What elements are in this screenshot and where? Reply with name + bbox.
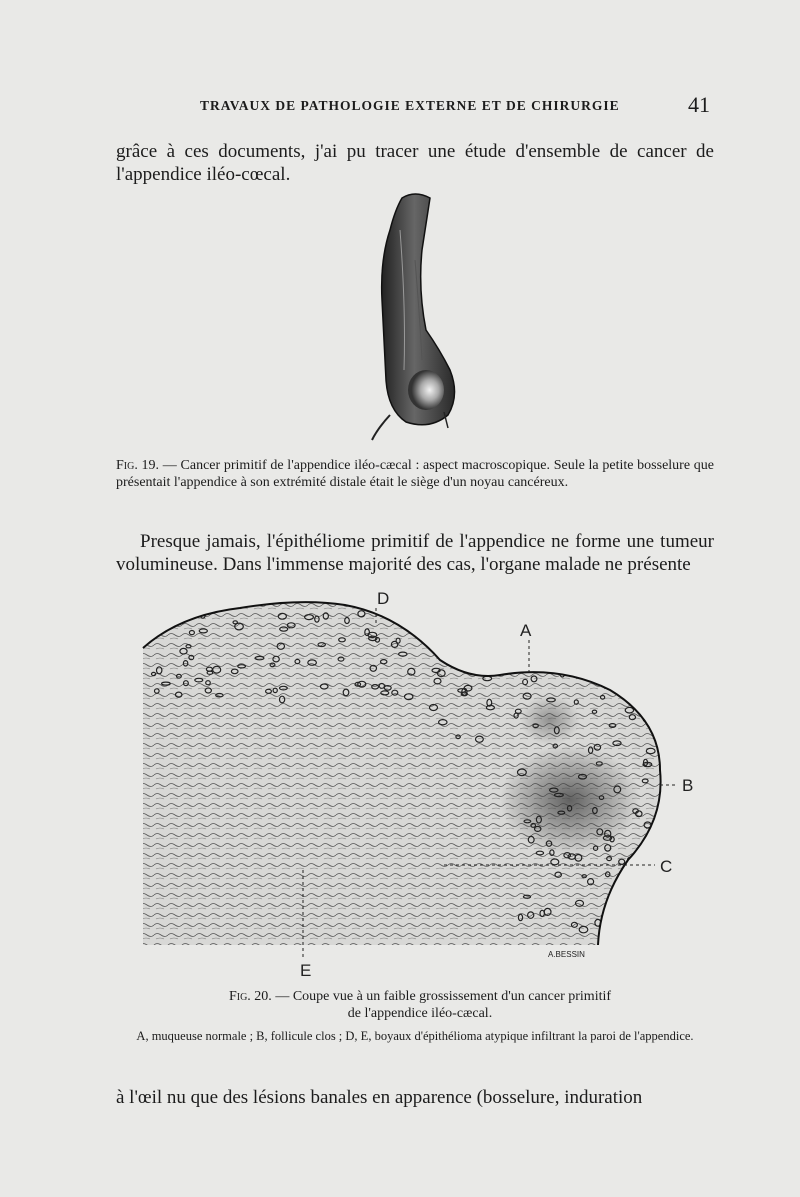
tissue-cell — [515, 643, 523, 649]
tissue-cell — [646, 612, 652, 619]
tissue-cell — [391, 610, 396, 616]
page-number: 41 — [688, 92, 710, 117]
figure-20-caption-line1: — Coupe vue à un faible grossissement d'un cancer primitif — [275, 989, 612, 1004]
tissue-cell — [566, 667, 572, 672]
tissue-cell — [602, 643, 608, 647]
tissue-cell — [647, 645, 653, 650]
tissue-cell — [155, 615, 160, 620]
tissue-cell — [483, 609, 489, 613]
paragraph-3: à l'œil nu que des lésions banales en apparence (bosselure, induration — [116, 1087, 643, 1108]
tissue-cell — [378, 610, 385, 613]
tissue-cell — [636, 660, 643, 664]
tissue-cell — [479, 659, 486, 663]
figure-19-label: Fig. 19. — [116, 458, 160, 473]
tissue-cell — [627, 609, 633, 613]
tissue-cell — [498, 615, 506, 618]
figure-20-marker-c: C — [660, 857, 673, 876]
tissue-cell — [479, 633, 485, 637]
tissue-cell — [630, 670, 636, 675]
tissue-cell — [593, 651, 598, 655]
tissue-cell — [456, 647, 461, 652]
tissue-cell — [461, 655, 465, 659]
figure-20-caption-line2: de l'appendice iléo-cæcal. — [347, 1006, 493, 1021]
tissue-cell — [445, 631, 450, 635]
tissue-cell — [633, 897, 638, 900]
tissue-cell — [577, 617, 581, 624]
paragraph-2: Presque jamais, l'épithéliome primitif de l'appendice ne forme une tumeur volumineuse. Dans l'immense majorité des cas, l'organe malade ne présente — [116, 531, 714, 575]
figure-20-label: Fig. 20. — [228, 989, 272, 1004]
tissue-cell — [618, 923, 627, 929]
tissue-cell — [636, 903, 641, 907]
figure-20-legend: A, muqueuse normale ; B, follicule clos ; D, E, boyaux d'épithélioma atypique infiltrant la paroi de l'appendice. — [136, 1029, 694, 1043]
tissue-cell — [457, 629, 464, 633]
tissue-cell — [485, 608, 490, 613]
tissue-cell — [447, 654, 454, 660]
tissue-cell — [547, 613, 555, 618]
tissue-cell — [617, 683, 623, 688]
tissue-cell — [465, 656, 474, 661]
tissue-cell — [504, 613, 509, 617]
figure-19-caption-text: — Cancer primitif de l'appendice iléo-cæcal : aspect macroscopique. Seule la petite bosselure que présentait l'appendice à son extrémité distale était le siège d'un noyau cancéreux. — [116, 458, 714, 490]
tissue-cell — [481, 632, 485, 637]
tissue-cell — [481, 643, 490, 649]
tissue-cell — [509, 634, 513, 641]
figure-20-marker-b: B — [682, 776, 694, 795]
tissue-cell — [446, 608, 451, 615]
tissue-cell — [532, 635, 541, 641]
running-head: TRAVAUX DE PATHOLOGIE EXTERNE ET DE CHIRURGIE — [200, 98, 620, 113]
tissue-cell — [547, 616, 553, 620]
tissue-cell — [639, 702, 644, 706]
tissue-cell — [612, 923, 616, 929]
tissue-cell — [572, 640, 577, 643]
tissue-cell — [609, 646, 617, 652]
tissue-cell — [488, 640, 496, 644]
tissue-cell — [573, 657, 579, 660]
tissue-cell — [619, 609, 625, 613]
figure-20-marker-e: E — [300, 961, 312, 980]
figure-20-artist-signature: A.BESSIN — [548, 950, 585, 959]
tissue-cell — [642, 609, 646, 615]
figure-20-caption — [170, 988, 670, 1022]
tissue-cell — [635, 690, 642, 694]
tissue-cell — [486, 660, 493, 665]
paragraph-1: grâce à ces documents, j'ai pu tracer une étude d'ensemble de cancer de l'appendice iléo-cœcal. — [116, 141, 714, 185]
tissue-cell — [564, 631, 570, 634]
tissue-cell — [577, 618, 584, 622]
tissue-cell — [447, 652, 452, 657]
tissue-cell — [154, 617, 160, 623]
tissue-cell — [623, 658, 628, 662]
tissue-cell — [462, 637, 468, 640]
figure-20-marker-a: A — [520, 621, 532, 640]
tissue-cell — [635, 610, 641, 615]
tissue-cell — [640, 667, 645, 670]
figure-20-marker-d: D — [377, 589, 390, 608]
tissue-cell — [547, 654, 552, 657]
